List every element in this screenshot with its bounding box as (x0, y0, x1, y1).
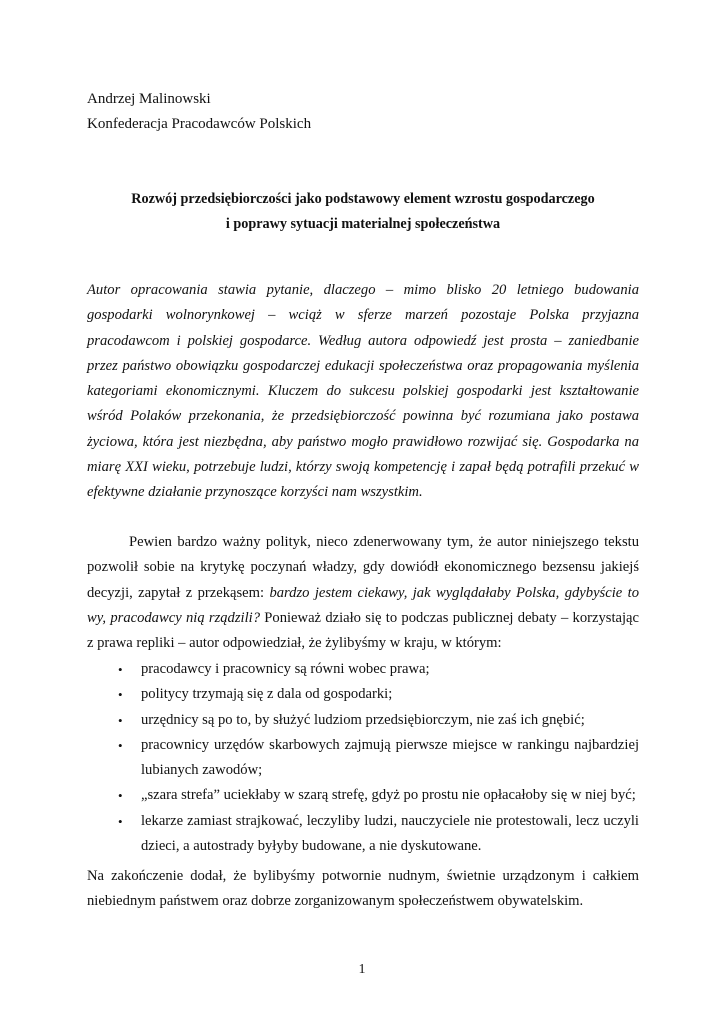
author-name: Andrzej Malinowski (87, 91, 211, 107)
list-item-text: lekarze zamiast strajkować, leczyliby ludzi, nauczyciele nie protestowali, lecz uczyli dzieci, a autostrady byłyby budowane, a nie dyskutowane. (141, 812, 639, 855)
bullet-list (87, 657, 639, 859)
list-item (87, 657, 639, 682)
bullet-icon: • (118, 813, 123, 829)
closing-paragraph: Na zakończenie dodał, że bylibyśmy potwornie nudnym, świetnie urządzonym i całkiem niebiednym państwem oraz dobrze zorganizowanym społeczeństwem obywatelskim. (87, 868, 639, 910)
list-item (87, 783, 639, 808)
list-item-text: urzędnicy są po to, by służyć ludziom przedsiębiorczym, nie zaś ich gnębić; (141, 711, 585, 728)
page-number: 1 (358, 962, 366, 977)
list-item-text: „szara strefa” uciekłaby w szarą strefę, gdyż po prostu nie opłacałoby się w niej być; (141, 787, 636, 804)
list-item-text: politycy trzymają się z dala od gospodarki; (141, 686, 393, 703)
list-item (87, 682, 639, 707)
list-item (87, 733, 639, 784)
author-block (87, 87, 311, 137)
list-item (87, 708, 639, 733)
body-paragraph-continuation: Ponieważ działo się to podczas publicznej debaty – korzystając z prawa repliki – autor odpowiedział, że żylibyśmy w kraju, w którym: (87, 609, 639, 652)
list-item-text: pracownicy urzędów skarbowych zajmują pierwsze miejsce w rankingu najbardziej lubianych zawodów; (141, 736, 639, 779)
body-paragraph-quote: bardzo jestem ciekawy, jak wyglądałaby Polska, gdybyście to wy, pracodawcy nią rządzili? (87, 584, 639, 626)
document-title (87, 187, 639, 237)
list-item-text: pracodawcy i pracownicy są równi wobec prawa; (141, 661, 430, 677)
body-paragraph (87, 530, 639, 656)
title-line-2: i poprawy sytuacji materialnej społeczeństwa (225, 216, 501, 232)
bullet-icon: • (118, 788, 123, 804)
list-item (87, 809, 639, 860)
abstract-paragraph: Autor opracowania stawia pytanie, dlaczego – mimo blisko 20 letniego budowania gospodarki wolnorynkowej – wciąż w sferze marzeń pozostaje Polska przyjazna pracodawcom i polskiej gospodarce. Według autora odpowiedź jest prosta – zaniedbanie przez państwo obowiązku gospodarczej edukacji społeczeństwa oraz propagowania myślenia kategoriami ekonomicznymi. Kluczem do sukcesu polskiej gospodarki jest kształtowanie wśród Polaków przekonania, że przedsiębiorczość powinna być rozumiana jako postawa życiowa, która jest niezbędna, aby państwo mogło prawidłowo rozwijać się. Gospodarka na miarę XXI wieku, potrzebuje ludzi, którzy swoją kompetencję i zapał będą potrafili przekuć w efektywne działanie przynoszące korzyści nam wszystkim. (87, 282, 639, 501)
bullet-icon: • (118, 712, 123, 728)
bullet-icon: • (118, 737, 123, 753)
bullet-icon: • (118, 687, 123, 703)
body-paragraph-intro: Pewien bardzo ważny polityk, nieco zdenerwowany tym, że autor niniejszego tekstu pozwolił sobie na krytykę poczynań władzy, gdy dowiódł ekonomicznego bezsensu jakiejś decyzji, zapytał z przekąsem: (87, 534, 639, 601)
bullet-icon: • (118, 662, 123, 677)
title-line-1: Rozwój przedsiębiorczości jako podstawowy element wzrostu gospodarczego (131, 191, 595, 207)
author-organization: Konfederacja Pracodawców Polskich (87, 116, 312, 132)
